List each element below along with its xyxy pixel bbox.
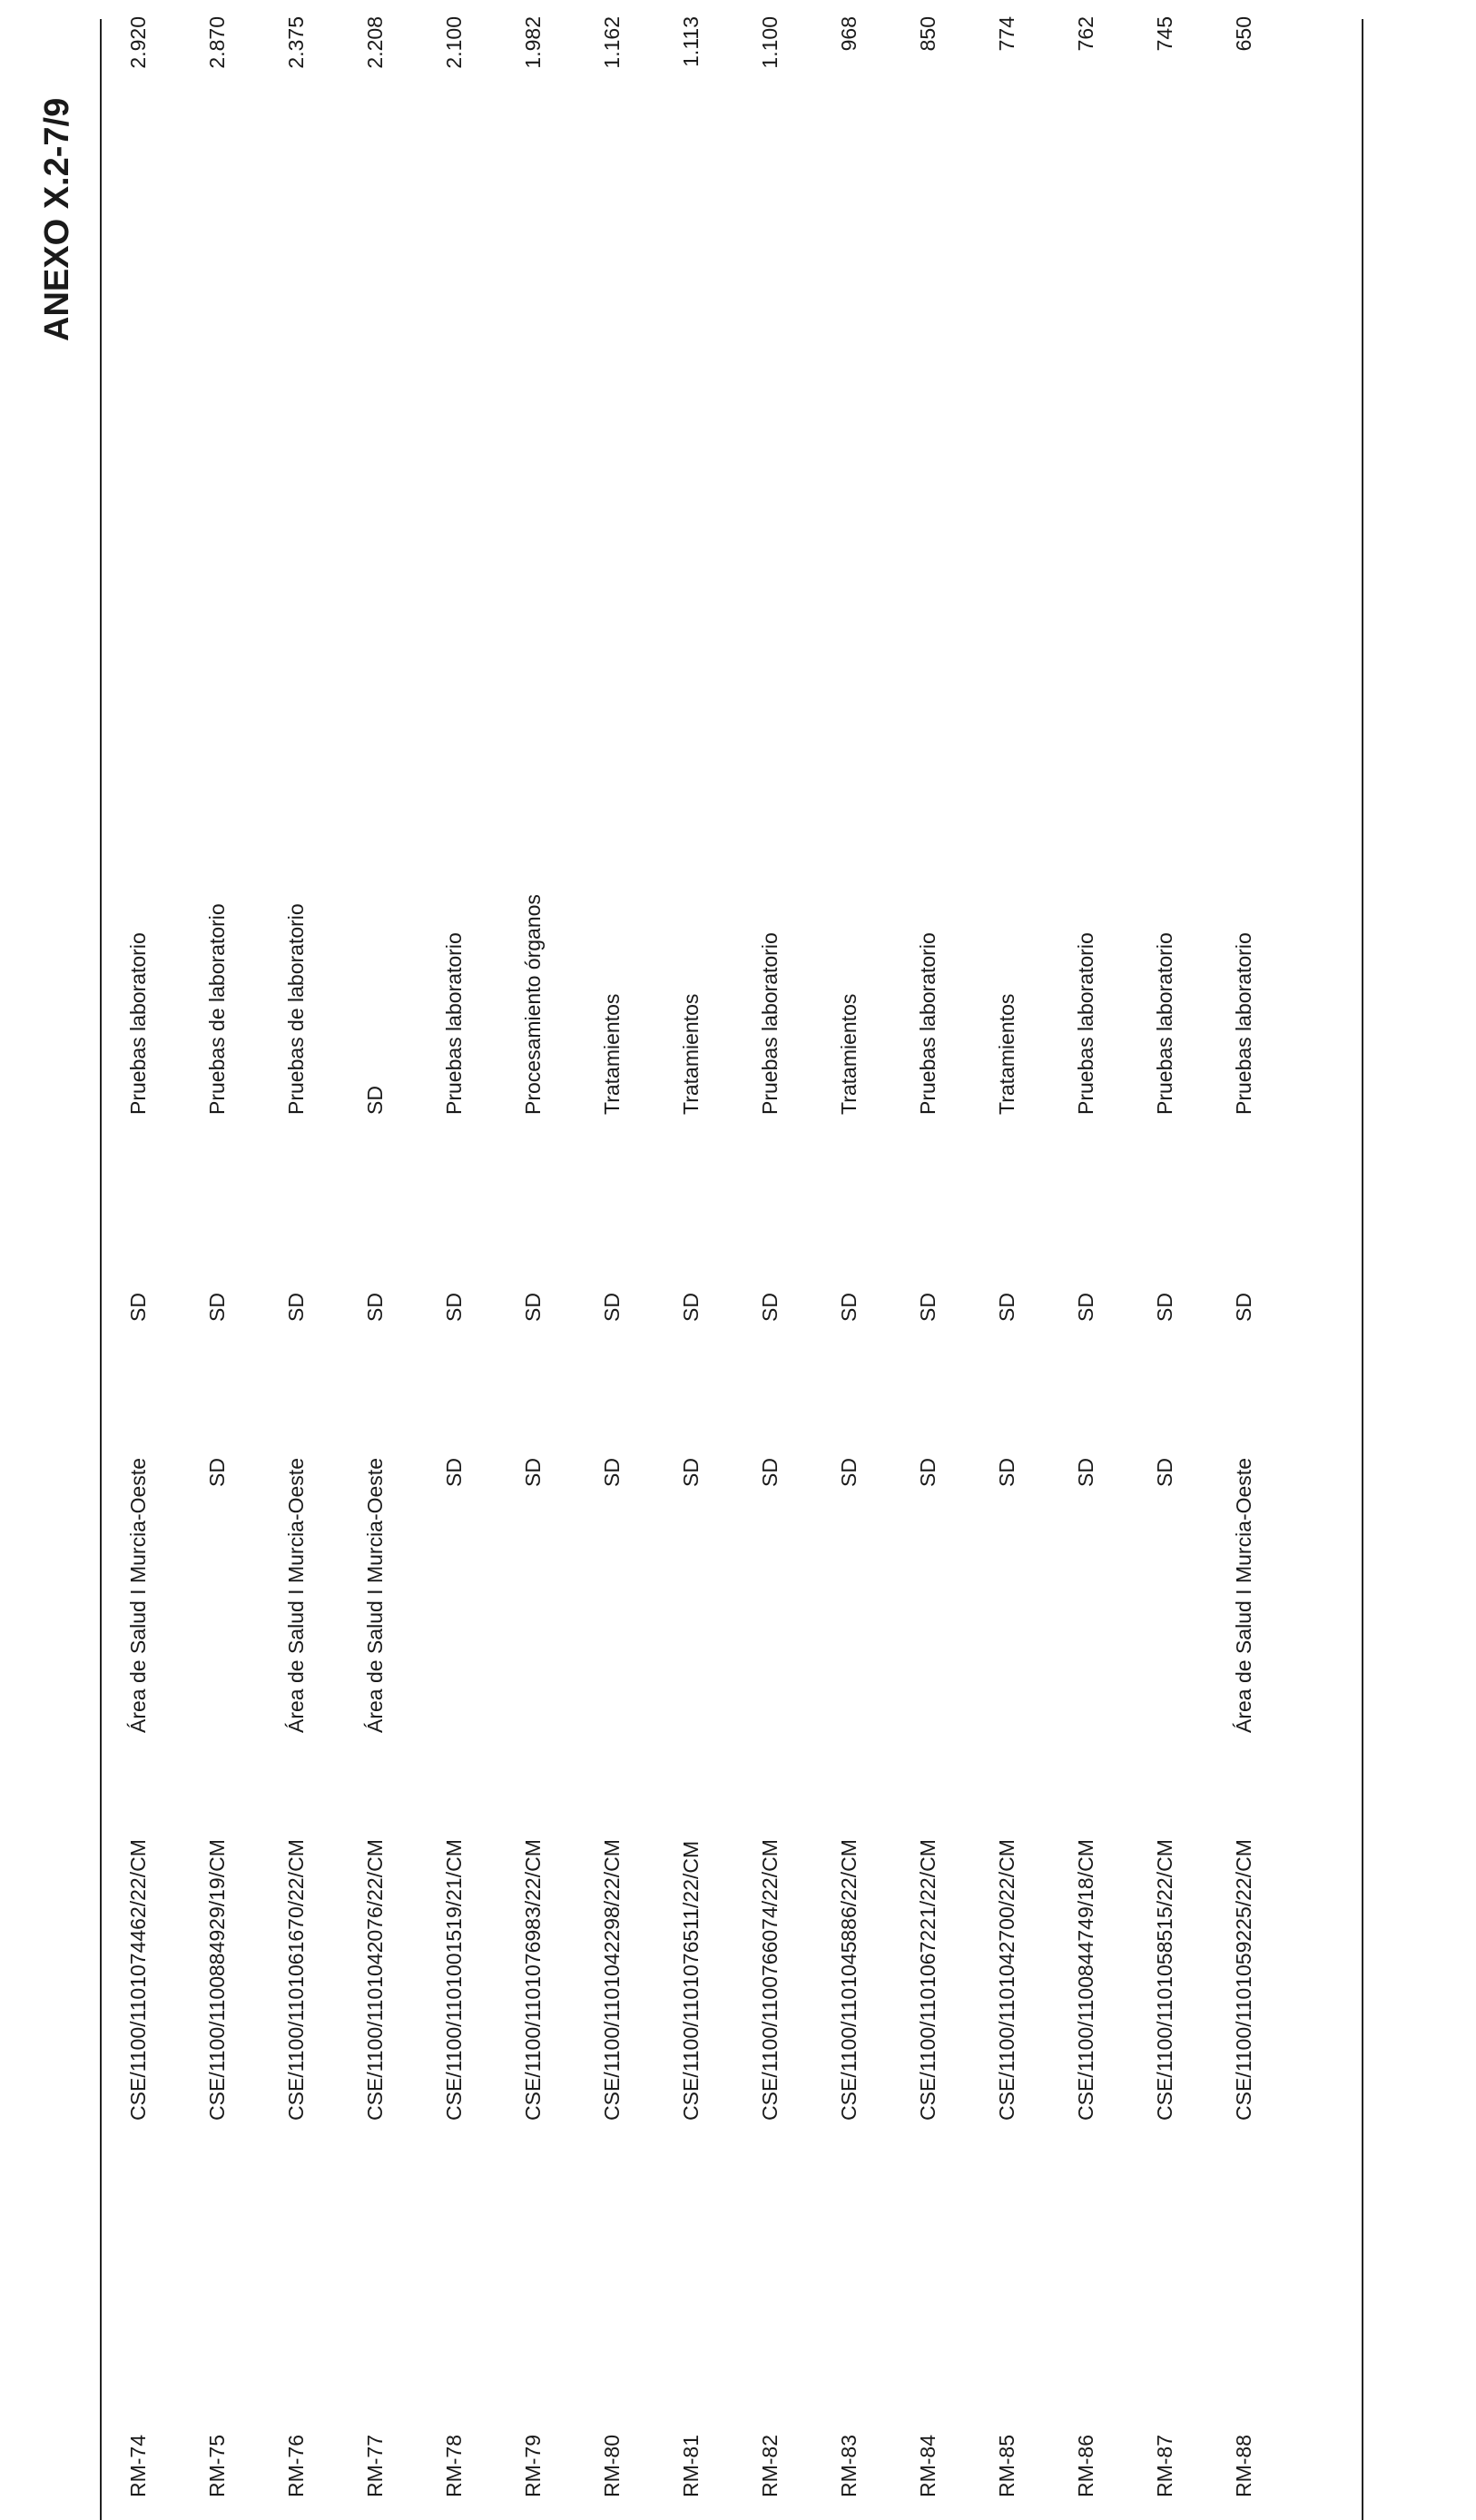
row-expediente: CSE/1100/1101074462/22/CM xyxy=(126,1839,150,2121)
row-sd: SD xyxy=(1074,1293,1097,1322)
row-expediente: CSE/1100/1101001519/21/CM xyxy=(442,1839,466,2121)
row-expediente: CSE/1100/1101076511/22/CM xyxy=(679,1840,703,2121)
row-area: Área de Salud I Murcia-Oeste xyxy=(363,1458,387,1733)
row-ref: RM-78 xyxy=(442,2434,466,2497)
row-categoria: Tratamientos xyxy=(600,993,624,1115)
table-row xyxy=(756,16,811,2520)
row-expediente: CSE/1100/1100884929/19/CM xyxy=(205,1839,229,2121)
row-sd: SD xyxy=(126,1293,150,1322)
table-row xyxy=(440,16,495,2520)
row-sd: SD xyxy=(363,1293,387,1322)
row-sd: SD xyxy=(758,1293,782,1322)
row-ref: RM-80 xyxy=(600,2434,624,2497)
row-ref: RM-74 xyxy=(126,2434,150,2497)
row-ref: RM-83 xyxy=(837,2434,861,2497)
row-categoria: Tratamientos xyxy=(995,993,1018,1115)
row-expediente: CSE/1100/1101061670/22/CM xyxy=(284,1839,308,2121)
row-importe: 1.982 xyxy=(521,16,545,69)
table-row xyxy=(835,16,890,2520)
table-row xyxy=(993,16,1048,2520)
row-area: SD xyxy=(600,1458,624,1487)
row-sd: SD xyxy=(1153,1293,1176,1322)
row-categoria: SD xyxy=(363,1086,387,1115)
row-ref: RM-85 xyxy=(995,2434,1018,2497)
row-sd: SD xyxy=(521,1293,545,1322)
row-expediente: CSE/1100/1101076983/22/CM xyxy=(521,1839,545,2121)
row-importe: 1.100 xyxy=(758,16,782,69)
row-categoria: Procesamiento órganos xyxy=(521,894,545,1115)
row-expediente: CSE/1100/1100844749/18/CM xyxy=(1074,1839,1097,2121)
table-row xyxy=(1072,16,1127,2520)
table-row xyxy=(914,16,969,2520)
row-categoria: Pruebas de laboratorio xyxy=(205,903,229,1115)
row-sd: SD xyxy=(600,1293,624,1322)
row-ref: RM-82 xyxy=(758,2434,782,2497)
row-importe: 2.375 xyxy=(284,16,308,69)
row-ref: RM-77 xyxy=(363,2434,387,2497)
row-ref: RM-75 xyxy=(205,2434,229,2497)
row-sd: SD xyxy=(1232,1293,1255,1322)
row-area: Área de Salud I Murcia-Oeste xyxy=(126,1458,150,1733)
row-categoria: Pruebas laboratorio xyxy=(442,932,466,1115)
row-categoria: Pruebas de laboratorio xyxy=(284,903,308,1115)
table-row xyxy=(519,16,574,2520)
row-ref: RM-84 xyxy=(916,2434,940,2497)
row-expediente: CSE/1100/1101045886/22/CM xyxy=(837,1839,861,2121)
row-categoria: Pruebas laboratorio xyxy=(1074,932,1097,1115)
table-row xyxy=(1230,16,1284,2520)
row-importe: 650 xyxy=(1232,16,1255,52)
annex-title: ANEXO X.2-7/9 xyxy=(38,97,76,341)
row-ref: RM-79 xyxy=(521,2434,545,2497)
table-row xyxy=(282,16,337,2520)
table-row xyxy=(203,16,258,2520)
table-bottom-rule xyxy=(1362,19,1363,2520)
row-importe: 1.113 xyxy=(679,16,703,67)
row-importe: 745 xyxy=(1153,16,1176,52)
row-expediente: CSE/1100/1101042700/22/CM xyxy=(995,1839,1018,2121)
table-row xyxy=(1151,16,1205,2520)
row-sd: SD xyxy=(995,1293,1018,1322)
row-importe: 850 xyxy=(916,16,940,52)
row-sd: SD xyxy=(205,1293,229,1322)
row-expediente: CSE/1100/1101058515/22/CM xyxy=(1153,1839,1176,2121)
row-area: SD xyxy=(758,1458,782,1487)
row-importe: 2.208 xyxy=(363,16,387,69)
row-expediente: CSE/1100/1101059225/22/CM xyxy=(1232,1839,1255,2121)
row-importe: 762 xyxy=(1074,16,1097,52)
row-sd: SD xyxy=(837,1293,861,1322)
row-area: SD xyxy=(1074,1458,1097,1487)
row-expediente: CSE/1100/1101042076/22/CM xyxy=(363,1839,387,2121)
row-importe: 968 xyxy=(837,16,861,52)
row-ref: RM-88 xyxy=(1232,2434,1255,2497)
row-area: Área de Salud I Murcia-Oeste xyxy=(284,1458,308,1733)
table-row xyxy=(361,16,416,2520)
row-sd: SD xyxy=(442,1293,466,1322)
row-categoria: Pruebas laboratorio xyxy=(126,932,150,1115)
row-area: SD xyxy=(916,1458,940,1487)
row-area: SD xyxy=(995,1458,1018,1487)
row-categoria: Pruebas laboratorio xyxy=(916,932,940,1115)
row-area: SD xyxy=(205,1458,229,1487)
table-top-rule xyxy=(100,19,102,2520)
row-ref: RM-81 xyxy=(679,2434,703,2497)
row-area: SD xyxy=(679,1458,703,1487)
row-categoria: Tratamientos xyxy=(837,993,861,1115)
row-ref: RM-87 xyxy=(1153,2434,1176,2497)
table-row xyxy=(124,16,179,2520)
row-expediente: CSE/1100/1100766074/22/CM xyxy=(758,1839,782,2121)
row-importe: 1.162 xyxy=(600,16,624,69)
table-row xyxy=(677,16,732,2520)
row-categoria: Pruebas laboratorio xyxy=(1232,932,1255,1115)
row-categoria: Tratamientos xyxy=(679,993,703,1115)
row-area: SD xyxy=(837,1458,861,1487)
row-sd: SD xyxy=(284,1293,308,1322)
row-sd: SD xyxy=(679,1293,703,1322)
row-expediente: CSE/1100/1101042298/22/CM xyxy=(600,1839,624,2121)
row-importe: 2.870 xyxy=(205,16,229,69)
row-importe: 2.920 xyxy=(126,16,150,69)
row-area: Área de Salud I Murcia-Oeste xyxy=(1232,1458,1255,1733)
row-area: SD xyxy=(521,1458,545,1487)
row-ref: RM-86 xyxy=(1074,2434,1097,2497)
table-row xyxy=(598,16,653,2520)
row-area: SD xyxy=(442,1458,466,1487)
row-area: SD xyxy=(1153,1458,1176,1487)
row-expediente: CSE/1100/1101067221/22/CM xyxy=(916,1839,940,2121)
row-categoria: Pruebas laboratorio xyxy=(758,932,782,1115)
row-sd: SD xyxy=(916,1293,940,1322)
row-importe: 774 xyxy=(995,16,1018,52)
row-categoria: Pruebas laboratorio xyxy=(1153,932,1176,1115)
row-ref: RM-76 xyxy=(284,2434,308,2497)
row-importe: 2.100 xyxy=(442,16,466,69)
